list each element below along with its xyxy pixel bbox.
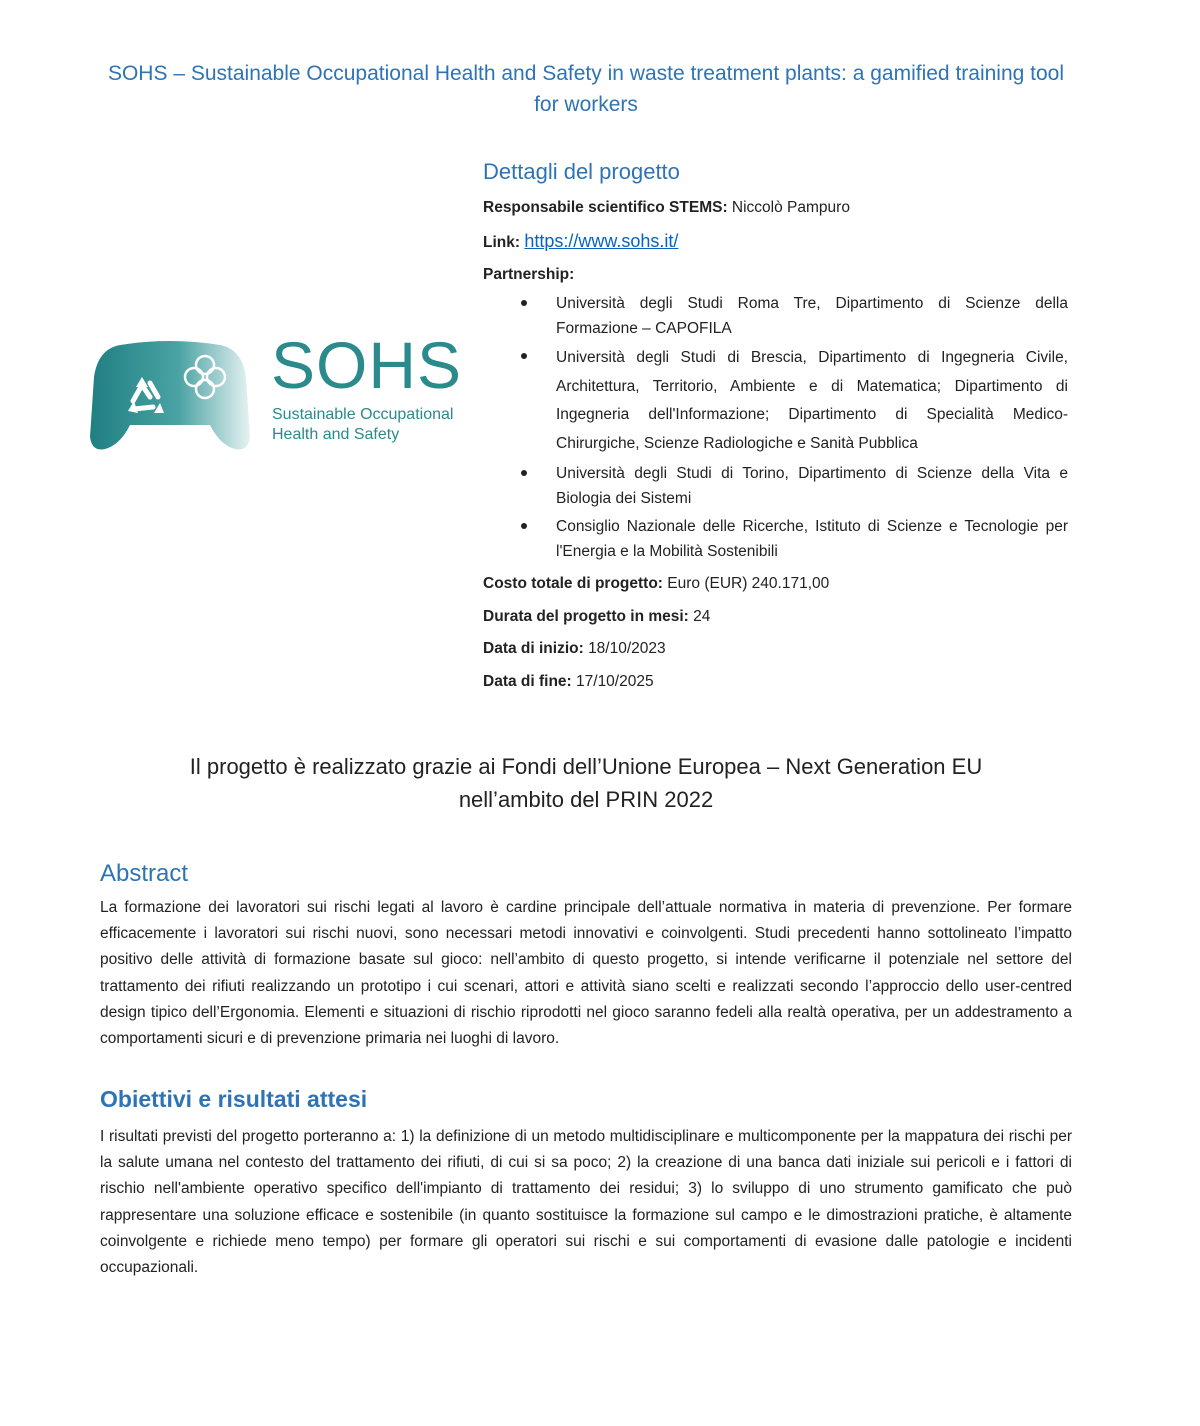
project-details xyxy=(483,156,1068,702)
responsabile-value: Niccolò Pampuro xyxy=(731,199,850,216)
costo-value: Euro (EUR) 240.171,00 xyxy=(667,575,830,592)
list-item xyxy=(483,291,1068,341)
durata-row xyxy=(483,605,1068,629)
responsabile-label: Responsabile scientifico STEMS: xyxy=(483,199,728,216)
game-controller-icon xyxy=(90,337,250,452)
list-item xyxy=(483,461,1068,511)
costo-label: Costo totale di progetto: xyxy=(483,575,663,592)
bullet-icon xyxy=(521,470,527,476)
partners-list xyxy=(483,291,1068,564)
list-item xyxy=(483,514,1068,564)
bullet-icon xyxy=(521,523,527,529)
page-title: SOHS – Sustainable Occupational Health and Safety in waste treatment plants: a gamified training tool for workers xyxy=(107,62,1065,116)
fine-value: 17/10/2025 xyxy=(576,672,654,690)
list-item xyxy=(483,344,1068,458)
partner-text: Università degli Studi di Brescia, Dipartimento di Ingegneria Civile, Architettura, Territorio, Ambiente e di Matematica; Dipartimento di Ingegneria dell'Informazione; Dipartimento di Specialità Medico-Chirurgiche, Scienze Radiologiche e Sanità Pubblica xyxy=(556,349,1068,452)
responsabile-row xyxy=(483,196,1068,220)
fine-label: Data di fine: xyxy=(483,672,572,690)
durata-label: Durata del progetto in mesi: xyxy=(483,607,689,625)
details-heading: Dettagli del progetto xyxy=(483,159,680,184)
costo-row xyxy=(483,572,1068,596)
durata-value: 24 xyxy=(693,607,711,625)
funding-line-1: Il progetto è realizzato grazie ai Fondi dell’Unione Europea – Next Generation EU xyxy=(189,754,983,779)
objectives-heading: Obiettivi e risultati attesi xyxy=(100,1086,368,1112)
link-label: Link: xyxy=(483,233,521,251)
abstract-text: La formazione dei lavoratori sui rischi legati al lavoro è cardine principale dell’attuale normativa in materia di prevenzione. Per formare efficacemente i lavoratori sui rischi nuovi, sono necessari metodi innovativi e coinvolgenti. Studi precedenti hanno sottolineato l’impatto positivo delle attività di formazione basate sul gioco: nell’ambito di questo progetto, si intende verificarne il potenziale nel settore del trattamento dei rifiuti realizzando un prototipo i cui scenari, attori e attività siano scelti e realizzati secondo l’approccio dello user-centred design tipico dell’Ergonomia. Elementi e situazioni di rischio riprodotti nel gioco saranno fedeli alla realtà operativa, per un addestramento a comportamenti sicuri e di prevenzione primaria nei luoghi di lavoro. xyxy=(100,899,1072,1048)
bullet-icon xyxy=(521,300,527,306)
bullet-icon xyxy=(521,353,527,359)
inizio-value: 18/10/2023 xyxy=(588,640,666,657)
partner-text: Università degli Studi Roma Tre, Dipartimento di Scienze della Formazione – CAPOFILA xyxy=(556,295,1068,337)
partner-text: Consiglio Nazionale delle Ricerche, Istituto di Scienze e Tecnologie per l'Energia e la Mobilità Sostenibili xyxy=(556,518,1068,560)
abstract-heading: Abstract xyxy=(100,860,189,887)
funding-statement xyxy=(100,750,1072,816)
logo-tagline: Sustainable Occupational Health and Safety xyxy=(272,406,454,443)
inizio-label: Data di inizio: xyxy=(483,640,584,657)
objectives-text: I risultati previsti del progetto porteranno a: 1) la definizione di un metodo multidisciplinare e multicomponente per la mappatura dei rischi per la salute umana nel contesto del trattamento dei rifiuti, di cui si sa poco; 2) la creazione di una banca dati iniziale sui pericoli e i fattori di rischio nell'ambiente operativo specifico dell'impianto di trattamento dei residui; 3) lo sviluppo di uno strumento gamificato che può rappresentare una soluzione efficace e sostenibile (in quanto sostituisce la formazione sul campo e le dimostrazioni pratiche, è altamente coinvolgente e richiede meno tempo) per formare gli operatori sui rischi e sui comportamenti di evasione dalle patologie e incidenti occupazionali. xyxy=(100,1128,1072,1277)
project-link[interactable]: https://www.sohs.it/ xyxy=(524,230,679,251)
partnership-row xyxy=(483,263,1068,287)
link-row xyxy=(483,229,1068,255)
inizio-row xyxy=(483,637,1068,661)
partner-text: Università degli Studi di Torino, Dipartimento di Scienze della Vita e Biologia dei Sistemi xyxy=(556,465,1068,507)
sohs-logo xyxy=(90,328,475,452)
funding-line-2: nell’ambito del PRIN 2022 xyxy=(458,787,714,812)
partnership-label: Partnership: xyxy=(483,266,575,283)
fine-row xyxy=(483,670,1068,694)
logo-wordmark: SOHS xyxy=(271,328,463,402)
